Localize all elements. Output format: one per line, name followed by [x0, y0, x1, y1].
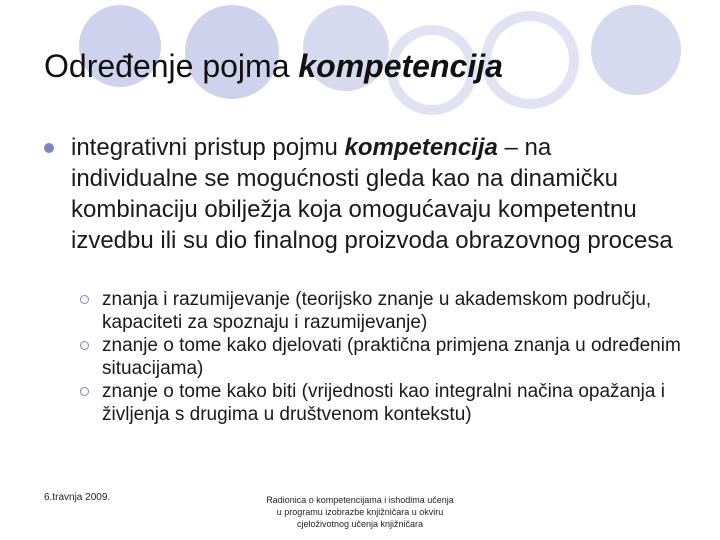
sub-bullet-text: znanje o tome kako biti (vrijednosti kao integralni načina opažanja i življenja s drugima u društvenom kontekstu)	[102, 381, 665, 425]
deco-circle	[590, 4, 682, 96]
ring-bullet-icon	[80, 295, 89, 304]
sub-bullet-item	[80, 380, 690, 426]
footer-line: cjeloživotnog učenja knjižničara	[296, 519, 424, 529]
sub-bullet-text: znanja i razumijevanje (teorijsko znanje u akademskom području, kapaciteti za spoznaju i razumijevanje)	[102, 289, 652, 333]
slide-title	[44, 48, 503, 85]
main-bullet-emphasis: kompetencija	[344, 134, 498, 161]
footer-caption	[230, 494, 490, 530]
main-bullet-text	[71, 132, 684, 256]
footer-date: 6.travnja 2009.	[44, 492, 111, 503]
title-emphasis: kompetencija	[298, 48, 503, 84]
sub-bullet-item	[80, 334, 690, 380]
main-bullet	[44, 132, 684, 256]
footer-line: u programu izobrazbe knjižničara u okviru	[276, 507, 444, 517]
sub-bullet-item	[80, 288, 690, 334]
bullet-dot-icon	[44, 143, 54, 153]
sub-bullet-text: znanje o tome kako djelovati (praktična primjena znanja u određenim situacijama)	[102, 335, 681, 379]
ring-bullet-icon	[80, 341, 89, 350]
title-prefix: Određenje pojma	[44, 48, 299, 84]
ring-bullet-icon	[80, 387, 89, 396]
sub-bullet-list	[80, 288, 690, 426]
footer-line: Radionica o kompetencijama i ishodima učenja	[266, 495, 454, 505]
main-bullet-prefix: integrativni pristup pojmu	[71, 134, 345, 161]
main-bullet-suffix: – na individualne se mogućnosti gleda kao na dinamičku kombinaciju obilježja koja omogućavaju kompetentnu izvedbu ili su dio finalnog proizvoda obrazovnog procesa	[71, 134, 673, 254]
